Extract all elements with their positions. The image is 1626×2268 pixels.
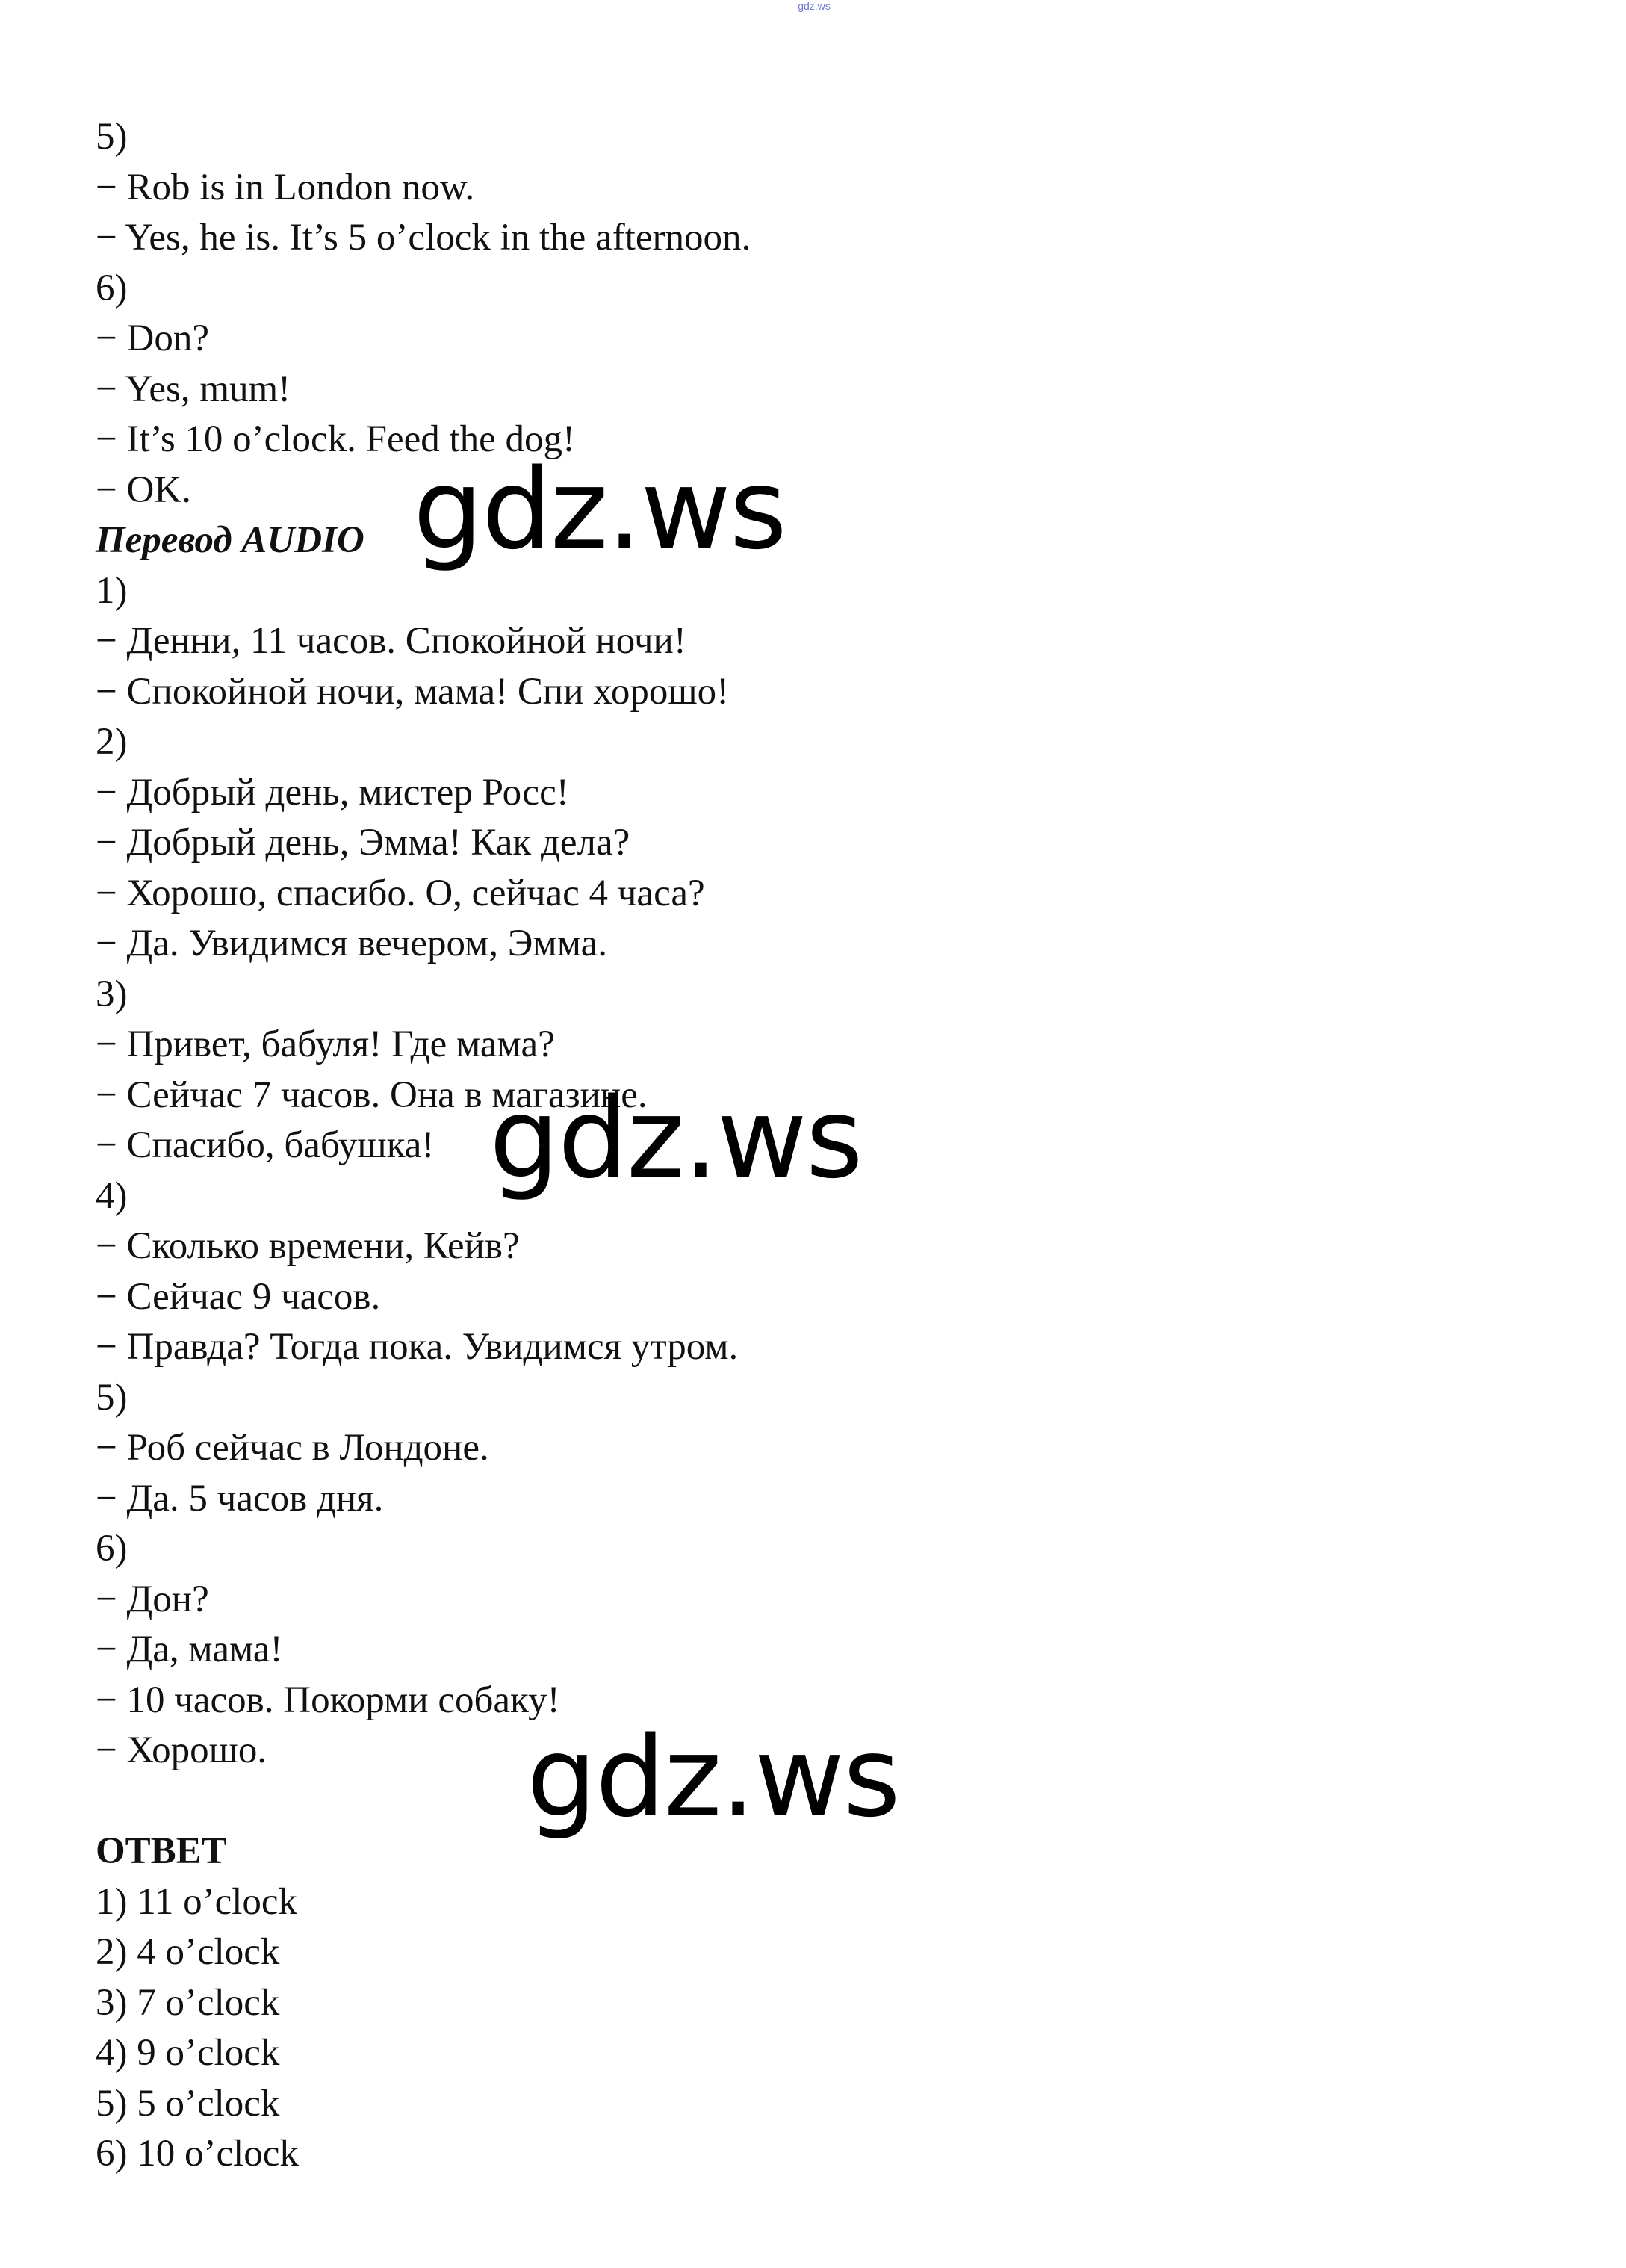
dialogue-line: − Сейчас 9 часов. <box>96 1275 381 1318</box>
dialogue-line: − Дон? <box>96 1578 209 1620</box>
answer-list <box>96 1877 1515 2180</box>
answer-item: 2) 4 o’clock <box>96 1931 280 1973</box>
dialogue-line: − Хорошо, спасибо. О, сейчас 4 часа? <box>96 872 705 914</box>
dialogue-line: − Привет, бабуля! Где мама? <box>96 1023 555 1065</box>
answer-item: 1) 11 o’clock <box>96 1880 298 1923</box>
site-mark: gdz.ws <box>798 0 831 12</box>
dialogue-line: − Сейчас 7 часов. Она в магазине. <box>96 1073 648 1116</box>
dialogue-line: − Да. Увидимся вечером, Эмма. <box>96 923 608 964</box>
dialogue-number: 6) <box>96 267 128 309</box>
dialogue-number: 1) <box>96 569 128 612</box>
watermark-logo: gdz.ws <box>527 1713 899 1841</box>
dialogue-line: − Сколько времени, Кейв? <box>96 1225 520 1267</box>
dialogue-number: 2) <box>96 721 128 763</box>
dialogue-line: − Денни, 11 часов. Спокойной ночи! <box>96 620 686 662</box>
dialogue-line: − Добрый день, мистер Росс! <box>96 771 569 814</box>
dialogue-line: − Правда? Тогда пока. Увидимся утром. <box>96 1326 739 1368</box>
dialogue-line: − Спокойной ночи, мама! Спи хорошо! <box>96 670 730 713</box>
dialogue-line: − 10 часов. Покорми собаку! <box>96 1679 560 1721</box>
english-dialogue-block <box>96 112 1515 515</box>
dialogue-number: 3) <box>96 973 128 1015</box>
dialogue-line: − Don? <box>96 317 209 359</box>
dialogue-line: − Yes, mum! <box>96 368 291 410</box>
dialogue-line: − Добрый день, Эмма! Как дела? <box>96 822 630 864</box>
dialogue-line: − Yes, he is. It’s 5 o’clock in the afternoon. <box>96 217 751 258</box>
dialogue-number: 6) <box>96 1528 128 1570</box>
dialogue-line: − OK. <box>96 468 191 511</box>
answer-item: 4) 9 o’clock <box>96 2032 280 2074</box>
answer-item: 3) 7 o’clock <box>96 1981 280 2024</box>
answer-heading: ОТВЕТ <box>96 1830 227 1872</box>
dialogue-line: − Роб сейчас в Лондоне. <box>96 1427 489 1469</box>
dialogue-line: − Да. 5 часов дня. <box>96 1477 384 1519</box>
answer-item: 5) 5 o’clock <box>96 2082 280 2125</box>
translation-heading: Перевод AUDIO <box>96 519 364 561</box>
answer-item: 6) 10 o’clock <box>96 2133 299 2175</box>
watermark-logo: gdz.ws <box>413 445 786 574</box>
dialogue-number: 4) <box>96 1174 128 1217</box>
dialogue-number: 5) <box>96 1376 128 1419</box>
dialogue-line: − Спасибо, бабушка! <box>96 1124 435 1166</box>
watermark-logo: gdz.ws <box>489 1074 862 1203</box>
dialogue-line: − Да, мама! <box>96 1629 283 1670</box>
dialogue-line: − Хорошо. <box>96 1729 267 1771</box>
dialogue-line: − Rob is in London now. <box>96 166 475 208</box>
dialogue-line: − It’s 10 o’clock. Feed the dog! <box>96 418 576 460</box>
dialogue-number: 5) <box>96 116 128 158</box>
